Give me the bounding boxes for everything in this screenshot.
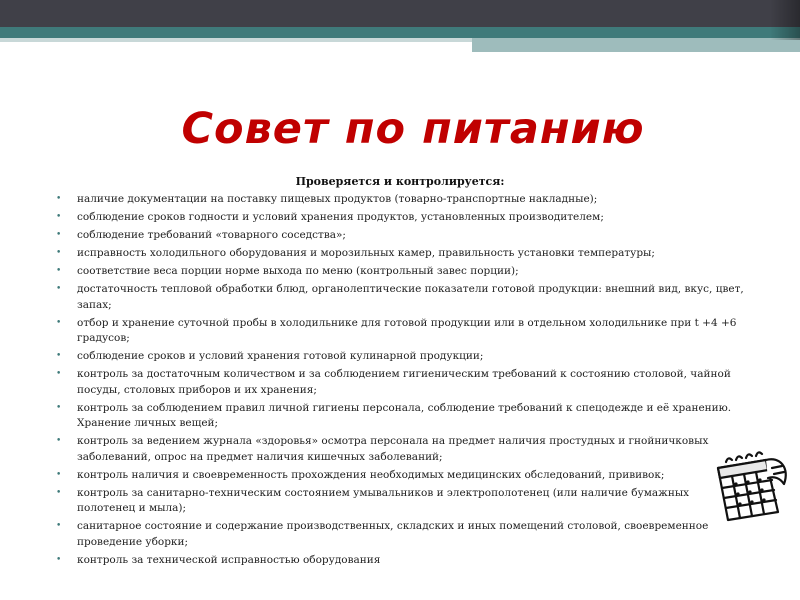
list-item [56,434,746,465]
slide-title: Совет по питанию [181,104,645,154]
bullet-icon: • [56,266,62,276]
list-item-text: контроль за достаточным количеством и за соблюдением гигиеническим требований к состоянию столовой, чайной посуды, столовых приборов и их хранения; [77,368,731,396]
list-item-text: соответствие веса порции норме выхода по меню (контрольный завес порции); [77,265,519,277]
bullet-icon: • [56,194,62,204]
list-item [56,246,746,262]
list-item-text: контроль за технической исправностью оборудования [77,553,381,566]
bullet-icon: • [56,402,62,413]
bullet-icon: • [56,487,62,498]
bullet-icon: • [56,369,62,379]
list-item [56,553,746,569]
slide-subtitle: Проверяется и контролируется: [295,175,505,188]
list-item-text: контроль за соблюдением правил личной гигиены персонала, соблюдение требований к спецодежде и её хранению. Хранение личных вещей; [77,401,732,429]
list-item-text: достаточность тепловой обработки блюд, органолептические показатели готовой продукции: внешний вид, вкус, цвет, запах; [77,283,744,311]
control-list [56,192,746,571]
top-decor-bar [0,0,800,27]
list-item [56,519,746,550]
list-item [56,228,746,244]
list-item [56,264,746,280]
list-item-text: соблюдение сроков годности и условий хранения продуктов, установленных производителем; [77,211,604,223]
list-item [56,486,746,517]
corner-shadow [770,0,800,40]
bullet-icon: • [56,317,62,328]
bullet-icon: • [56,212,62,222]
bullet-icon: • [56,230,62,240]
bullet-icon: • [56,284,62,294]
accent-bar [0,27,800,38]
list-item-text: контроль за ведением журнала «здоровья» осмотра персонала на предмет наличия простудных и гнойничковых заболеваний, опрос на предмет наличия кишечных заболеваний; [77,435,709,463]
calendar-icon [706,438,796,528]
list-item [56,210,746,226]
accent-band-left [0,38,472,42]
list-item-text: соблюдение сроков и условий хранения готовой кулинарной продукции; [77,350,484,362]
list-item-text: соблюдение требований «товарного соседства»; [77,229,346,241]
list-item-text: контроль наличия и своевременность прохождения необходимых медицинских обследований, прививок; [77,468,665,481]
bullet-icon: • [56,248,62,258]
list-item [56,192,746,208]
bullet-icon: • [56,436,62,446]
list-item [56,316,746,347]
list-item-text: исправность холодильного оборудования и морозильных камер, правильность установки температуры; [77,247,655,259]
list-item [56,367,746,398]
list-item [56,282,746,313]
bullet-icon: • [56,521,62,531]
bullet-icon: • [56,469,62,480]
list-item [56,401,746,432]
accent-band-right [472,38,800,52]
list-item-text: наличие документации на поставку пищевых продуктов (товарно-транспортные накладные); [77,193,598,205]
list-item-text: контроль за санитарно-техническим состоянием умывальников и электрополотенец (или наличие бумажных полотенец и мыла); [77,486,690,514]
list-item-text: отбор и хранение суточной пробы в холодильнике для готовой продукции или в отдельном холодильнике при t +4 +6 градусов; [77,316,737,344]
list-item [56,349,746,365]
bullet-icon: • [56,351,62,361]
list-item-text: санитарное состояние и содержание производственных, складских и иных помещений столовой, своевременное проведение уборки; [77,520,709,548]
list-item [56,468,746,484]
bullet-icon: • [56,554,62,565]
